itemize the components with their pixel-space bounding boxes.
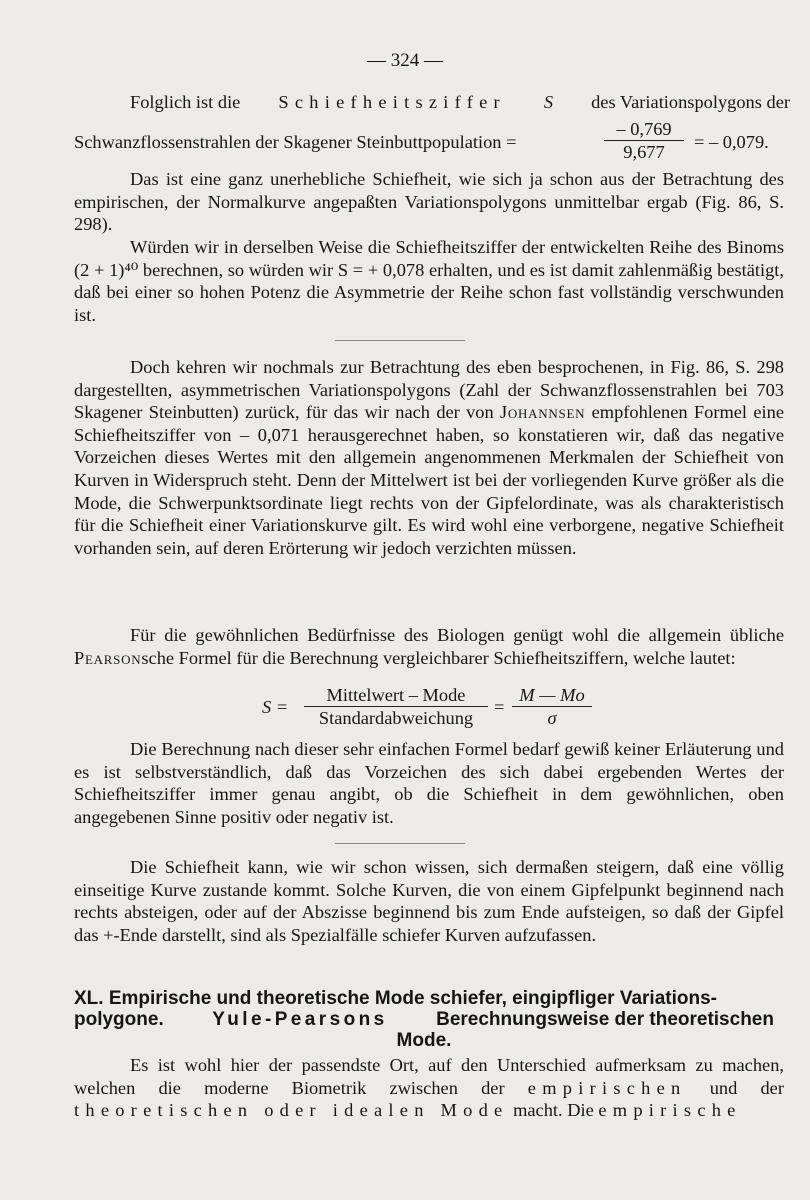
formula-equals: = <box>494 697 505 717</box>
para-text: macht. Die <box>513 1100 594 1121</box>
para-unimportant-skew <box>74 168 784 236</box>
separator-rule <box>335 843 465 844</box>
para-text: Die Berechnung nach dieser sehr einfachen Formel bedarf gewiß keiner Erläuterung und es ist selbstverständlich, daß das Vorzeichen des sich dabei ergebenden Wertes der Schiefheitsziffer immer genau angibt, ob die Schiefheit in dem gewöhnlichen, oben angegebenen Sinne positiv oder negativ ist. <box>74 739 784 827</box>
text-l2a: Schwanzflossenstrahlen der Skagener Steinbuttpopulation = <box>74 132 517 152</box>
heading-text: polygone. <box>74 1009 164 1030</box>
para-text: Die Schiefheit kann, wie wir schon wissen, sich dermaßen steigern, daß eine völlig einseitige Kurve zustande kommt. Solche Kurven, die von einem Gipfelpunkt beginnend nach rechts absteigen, oder auf der Abszisse beginnend bis zum Ende aufsteigen, so daß der Gipfel das +-Ende darstellt, sind als Spezialfälle schiefer Kurven aufzufassen. <box>74 857 784 945</box>
heading-line2 <box>74 1009 774 1030</box>
skewness-fraction <box>604 118 684 163</box>
spaced-term-theoretical: theoretischen oder idealen Mode <box>74 1100 509 1121</box>
para-binomial <box>74 236 784 326</box>
skewness-result: = – 0,079. <box>694 132 769 152</box>
heading-line1: XL. Empirische und theoretische Mode schiefer, eingipfliger Variations- <box>74 988 717 1009</box>
para-formula-explanation <box>74 738 784 828</box>
fraction-numerator: – 0,769 <box>604 118 684 141</box>
text-l1b: des Variationspolygons der <box>591 92 790 112</box>
formula-fraction-words <box>304 684 488 729</box>
para-johannsen <box>74 356 784 559</box>
para-pearson <box>74 624 784 669</box>
symbol-S: S <box>543 92 554 112</box>
para-text: Für die gewöhnlichen Bedürfnisse des Biologen genügt wohl die allgemein übliche <box>130 625 784 645</box>
para-text: empfohlenen Formel eine Schiefheitsziffer von – 0,071 herausgerechnet haben, so konstatieren wir, daß das negative Vorzeichen dieses Wertes mit den allgemein angenommenen Merkmalen der Schiefheit von Kurven in Widerspruch steht. Denn der Mittelwert ist bei der vorliegenden Kurve größer als die Mode, die Schwerpunktsordinate liegt rechts von der Gipfelordinate, was als charakteristisch für die Schiefheit einer Variationskurve gilt. Es wird wohl eine verborgene, negative Schiefheit vorhanden sein, auf deren Erörterung wir jedoch verzichten müssen. <box>74 402 784 558</box>
para-onesided-curves <box>74 856 784 946</box>
text-l1a: Folglich ist die <box>130 92 241 112</box>
para-text: und der <box>709 1077 784 1098</box>
author-name-johannsen: Johannsen <box>500 402 586 423</box>
formula-fraction-symbols <box>512 684 592 729</box>
formula-lhs: S = <box>262 697 289 717</box>
para-text: Das ist eine ganz unerhebliche Schiefheit, wie sich ja schon aus der Betrachtung des empirischen, der Normalkurve angepaßten Variationspolygons unmittelbar ergab (Fig. 86, S. 298). <box>74 169 784 235</box>
pearson-formula <box>262 684 602 732</box>
section-heading <box>74 988 774 1051</box>
heading-line3: Mode. <box>396 1030 452 1051</box>
para-text: sche Formel für die Berechnung vergleichbarer Schiefheitsziffern, welche lautet: <box>141 647 736 668</box>
spaced-term-empirischen: empirischen <box>527 1077 687 1098</box>
author-name-pearson: Pearson <box>74 647 142 668</box>
formula-numerator-words: Mittelwert – Mode <box>304 684 488 707</box>
skewness-equation-line <box>74 118 794 166</box>
formula-numerator-symbols: M — Mo <box>512 684 592 707</box>
spaced-term-empirische: empirische <box>598 1100 742 1121</box>
para-text: Doch kehren wir nochmals zur Betrachtung des eben besprochenen, in Fig. 86, S. 298 dargestellten, asymmetrischen Variationspolygons (Zahl der Schwanzflossenstrahlen bei 703 Skagener Steinbutten) zurück, für das wir nach der von <box>74 357 784 423</box>
separator-rule <box>335 340 465 341</box>
para-text: Es ist wohl hier der passendste Ort, auf den Unterschied aufmerksam zu machen, welchen die moderne Biometrik zwischen der <box>74 1055 784 1098</box>
formula-denominator-words: Standardabweichung <box>318 708 474 728</box>
heading-text: Berechnungsweise der theoretischen <box>436 1009 774 1030</box>
heading-authors: Yule-Pearsons <box>212 1009 388 1030</box>
fraction-denominator: 9,677 <box>623 142 665 162</box>
page-number: — 324 — <box>367 50 443 71</box>
para-text: Würden wir in derselben Weise die Schiefheitsziffer der entwickelten Reihe des Binoms (2 + 1)⁴⁰ berechnen, so würden wir S = + 0,078 erhalten, und es ist damit zahlenmäßig bestätigt, daß bei einer so hohen Potenz die Asymmetrie der Reihe schon fast vollständig verschwunden ist. <box>74 237 784 325</box>
text-spaced-term: Schiefheitsziffer <box>278 92 506 112</box>
para-empirical-mode <box>74 1054 784 1122</box>
formula-denominator-symbols: σ <box>547 708 557 728</box>
para-skewness-line1 <box>130 92 790 113</box>
